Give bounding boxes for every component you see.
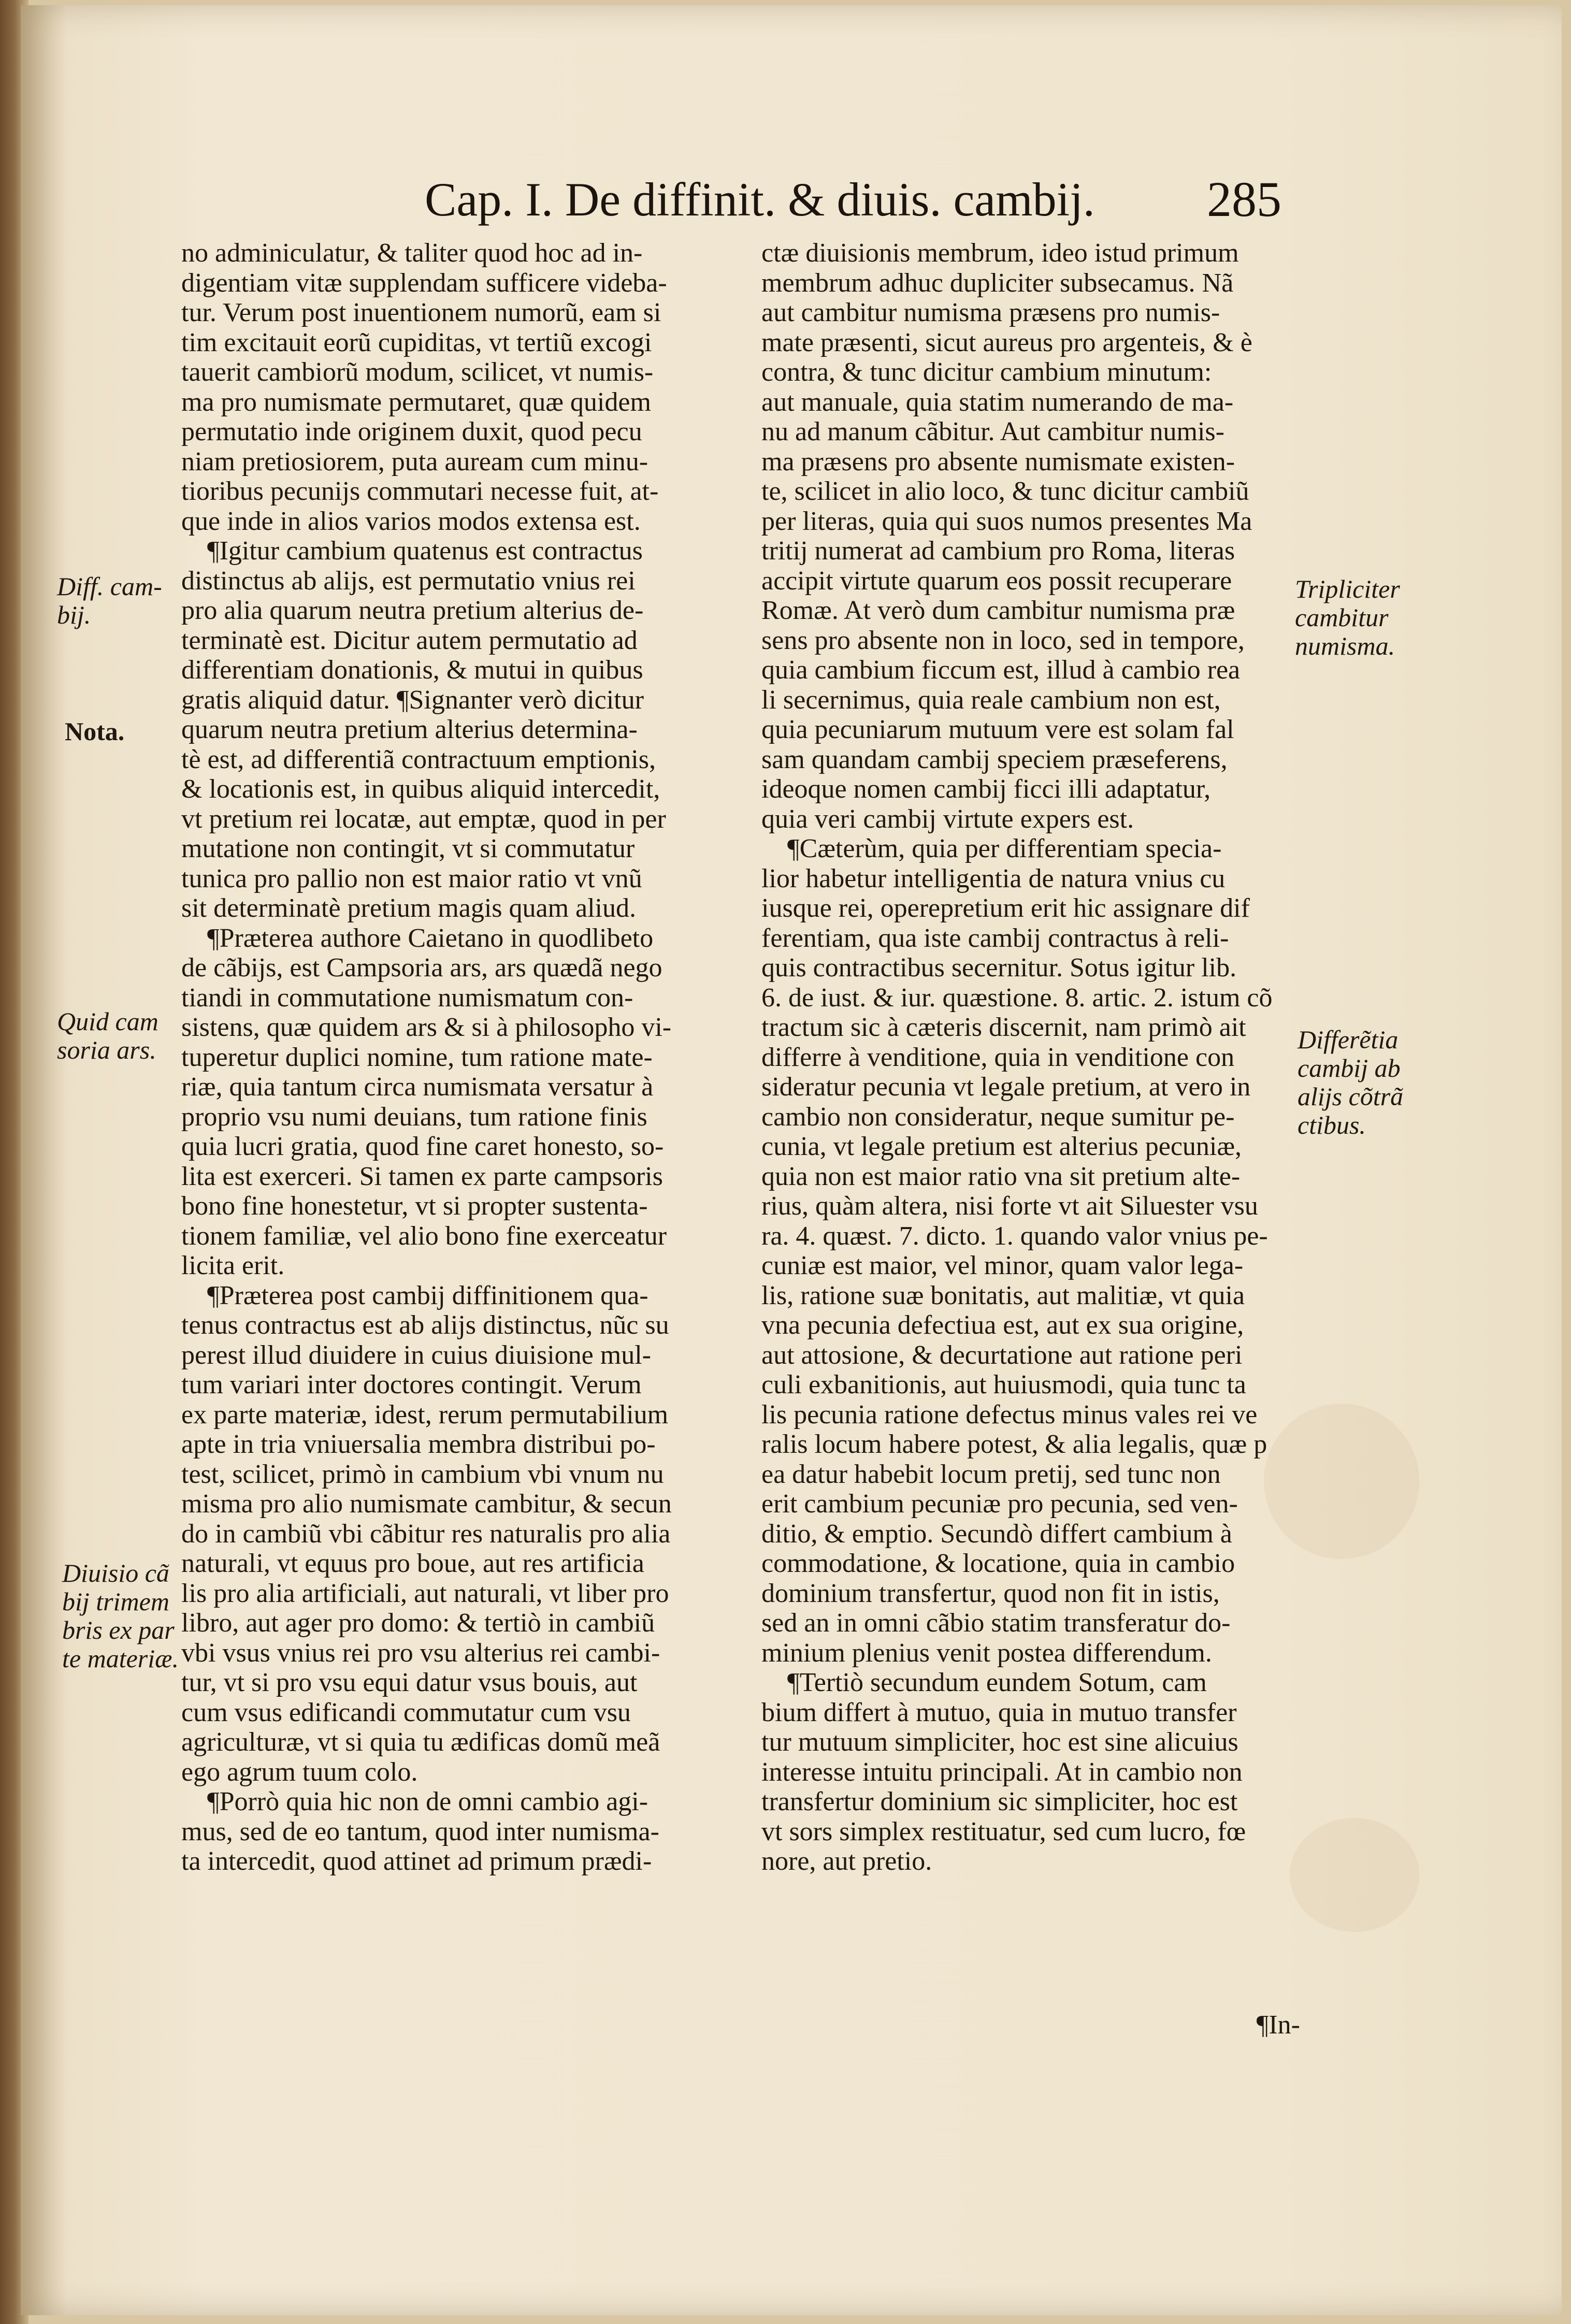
text-line: perest illud diuidere in cuius diuisione mul- <box>181 1340 651 1370</box>
text-line: test, scilicet, primò in cambium vbi vnum nu <box>181 1459 664 1489</box>
text-line: cum vsus edificandi commutatur cum vsu <box>181 1697 631 1727</box>
text-line: tioribus pecunijs commutari necesse fuit, at- <box>181 477 659 506</box>
text-line: ma præsens pro absente numismate existen- <box>761 446 1235 477</box>
text-line: iusque rei, operepretium erit hic assignare dif <box>761 893 1250 923</box>
text-line: riæ, quia tantum circa numismata versatur à <box>181 1072 654 1102</box>
margin-note-nota: Nota. <box>65 717 125 746</box>
text-line: lior habetur intelligentia de natura vnius cu <box>761 863 1226 893</box>
text-line: mus, sed de eo tantum, quod inter numisma- <box>181 1816 659 1846</box>
text-line: tim excitauit eorũ cupiditas, vt tertiũ excogi <box>181 327 652 357</box>
text-line: misma pro alio numismate cambitur, & secun <box>181 1489 672 1519</box>
text-line: quia veri cambij virtute expers est. <box>761 804 1134 834</box>
text-line: 6. de iust. & iur. quæstione. 8. artic. 2. istum cõ <box>761 983 1273 1013</box>
text-line: commodatione, & locatione, quia in cambio <box>761 1549 1235 1578</box>
text-line: cuniæ est maior, vel minor, quam valor lega- <box>761 1251 1244 1280</box>
text-line: licita erit. <box>181 1251 285 1280</box>
text-line: li secernimus, quia reale cambium non est, <box>761 685 1221 715</box>
text-line: vna pecunia defectiua est, aut ex sua origine, <box>761 1310 1244 1340</box>
text-line: ¶Cæterùm, quia per differentiam specia- <box>787 834 1222 863</box>
text-line: minium plenius venit postea differendum. <box>761 1638 1212 1668</box>
text-line: ea datur habebit locum pretij, sed tunc non <box>761 1459 1221 1489</box>
text-line: sideratur pecunia vt legale pretium, at vero in <box>761 1072 1251 1102</box>
text-line: vt sors simplex restituatur, sed cum lucro, fœ <box>761 1816 1246 1846</box>
text-line: permutatio inde originem duxit, quod pecu <box>181 417 642 446</box>
text-line: vbi vsus vnius rei pro vsu alterius rei cambi- <box>181 1638 660 1668</box>
text-line: nu ad manum cãbitur. Aut cambitur numis- <box>761 417 1224 446</box>
text-line: ¶Præterea post cambij diffinitionem qua- <box>207 1280 648 1310</box>
text-line: quia cambium ficcum est, illud à cambio rea <box>761 655 1241 685</box>
text-line: sam quandam cambij speciem præseferens, <box>761 744 1228 774</box>
text-line: accipit virtute quarum eos possit recuperare <box>761 566 1232 596</box>
text-line: digentiam vitæ supplendam sufficere videba- <box>181 268 667 298</box>
text-line: tur mutuum simpliciter, hoc est sine alicuius <box>761 1727 1238 1757</box>
text-line: tur, vt si pro vsu equi datur vsus bouis, aut <box>181 1668 638 1697</box>
text-line: quis contractibus secernitur. Sotus igitur lib. <box>761 953 1237 983</box>
margin-note-tripliciter: Tripliciter cambitur numisma. <box>1295 574 1400 660</box>
text-line: libro, aut ager pro domo: & tertiò in cambiũ <box>181 1608 655 1638</box>
text-line: contra, & tunc dicitur cambium minutum: <box>761 357 1212 387</box>
text-line: tiandi in commutatione numismatum con- <box>181 983 633 1013</box>
text-line: lis, ratione suæ bonitatis, aut malitiæ, vt quia <box>761 1280 1245 1310</box>
text-line: gratis aliquid datur. ¶Signanter verò dicitur <box>181 685 644 715</box>
text-line: cambio non consideratur, neque sumitur pe- <box>761 1102 1235 1132</box>
running-head: Cap. I. De diffinit. & diuis. cambij. <box>425 173 1095 226</box>
text-line: ditio, & emptio. Secundò differt cambium à <box>761 1519 1232 1549</box>
text-line: mate præsenti, sicut aureus pro argenteis, & è <box>761 327 1252 357</box>
text-line: vt pretium rei locatæ, aut emptæ, quod in per <box>181 804 666 834</box>
text-line: differentiam donationis, & mutui in quibus <box>181 655 643 685</box>
text-line: ¶Præterea authore Caietano in quodlibeto <box>207 923 654 953</box>
text-line: distinctus ab alijs, est permutatio vnius rei <box>181 566 636 596</box>
text-line: per literas, quia qui suos numos presentes Ma <box>761 506 1252 536</box>
text-line: lis pro alia artificiali, aut naturali, vt liber pro <box>181 1578 669 1608</box>
text-line: te, scilicet in alio loco, & tunc dicitur cambiũ <box>761 477 1249 506</box>
text-line: cunia, vt legale pretium est alterius pecuniæ, <box>761 1132 1242 1161</box>
text-line: ra. 4. quæst. 7. dicto. 1. quando valor vnius pe- <box>761 1221 1268 1251</box>
text-line: tritij numerat ad cambium pro Roma, literas <box>761 536 1235 566</box>
text-line: tè est, ad differentiã contractuum emptionis, <box>181 744 656 774</box>
text-line: ideoque nomen cambij ficci illi adaptatur, <box>761 774 1211 804</box>
text-line: pro alia quarum neutra pretium alterius de- <box>181 596 644 625</box>
text-line: quia pecuniarum mutuum vere est solam fal <box>761 715 1234 744</box>
text-line: ma pro numismate permutaret, quæ quidem <box>181 387 651 417</box>
text-line: ¶Igitur cambium quatenus est contractus <box>207 536 643 566</box>
text-line: proprio vsu numi deuians, tum ratione finis <box>181 1102 647 1132</box>
text-line: ego agrum tuum colo. <box>181 1757 418 1787</box>
text-line: sit determinatè pretium magis quam aliud. <box>181 893 637 923</box>
text-line: tauerit cambiorũ modum, scilicet, vt numis- <box>181 357 654 387</box>
text-line: quia non est maior ratio vna sit pretium alte- <box>761 1161 1241 1191</box>
text-line: bium differt à mutuo, quia in mutuo transfer <box>761 1697 1237 1727</box>
text-line: & locationis est, in quibus aliquid intercedit, <box>181 774 660 804</box>
margin-note-diuisio: Diuisio cã bij trimem bris ex par te materiæ. <box>62 1558 179 1673</box>
text-line: do in cambiũ vbi cãbitur res naturalis pro alia <box>181 1519 671 1549</box>
text-line: aut manuale, quia statim numerando de ma- <box>761 387 1234 417</box>
right-text-column <box>761 238 1300 1876</box>
left-text-column <box>181 238 720 1876</box>
margin-note-quid-campsoria: Quid cam soria ars. <box>57 1007 158 1064</box>
text-line: bono fine honestetur, vt si propter sustenta- <box>181 1191 648 1221</box>
text-line: aut cambitur numisma præsens pro numis- <box>761 298 1220 327</box>
text-line: tuperetur duplici nomine, tum ratione mate- <box>181 1042 653 1072</box>
text-line: tenus contractus est ab alijs distinctus, nũc su <box>181 1310 669 1340</box>
text-line: ex parte materiæ, idest, rerum permutabilium <box>181 1399 669 1430</box>
text-line: differre à venditione, quia in venditione con <box>761 1042 1235 1072</box>
text-line: transfertur dominium sic simpliciter, hoc est <box>761 1787 1238 1816</box>
text-line: ralis locum habere potest, & alia legalis, quæ p <box>761 1430 1267 1459</box>
text-line: culi exbanitionis, aut huiusmodi, quia tunc ta <box>761 1370 1246 1399</box>
text-line: mutatione non contingit, vt si commutatur <box>181 834 635 863</box>
text-line: naturali, vt equus pro boue, aut res artificia <box>181 1549 644 1578</box>
text-line: interesse intuitu principali. At in cambio non <box>761 1757 1243 1787</box>
text-line: que inde in alios varios modos extensa est. <box>181 506 641 536</box>
text-line: ¶Tertiò secundum eundem Sotum, cam <box>787 1668 1207 1697</box>
text-line: lis pecunia ratione defectus minus vales rei ve <box>761 1399 1258 1430</box>
page-number: 285 <box>1207 171 1281 227</box>
text-line: sed an in omni cãbio statim transferatur do- <box>761 1608 1231 1638</box>
text-line: nore, aut pretio. <box>761 1846 932 1876</box>
text-line: no adminiculatur, & taliter quod hoc ad in- <box>181 238 643 268</box>
text-line: terminatè est. Dicitur autem permutatio ad <box>181 625 638 655</box>
text-line: erit cambium pecuniæ pro pecunia, sed ven- <box>761 1489 1238 1519</box>
text-line: tum variari inter doctores contingit. Verum <box>181 1370 642 1399</box>
text-line: tionem familiæ, vel alio bono fine exerceatur <box>181 1221 667 1251</box>
text-line: niam pretiosiorem, puta auream cum minu- <box>181 446 648 477</box>
text-line: tractum sic à cæteris discernit, nam primò ait <box>761 1013 1246 1042</box>
text-line: sistens, quæ quidem ars & si à philosopho vi- <box>181 1013 672 1042</box>
text-line: de cãbijs, est Campsoria ars, ars quædã nego <box>181 953 662 983</box>
text-line: quarum neutra pretium alterius determina- <box>181 715 638 744</box>
paper-stain <box>1290 1818 1419 1932</box>
text-line: ¶Porrò quia hic non de omni cambio agi- <box>207 1787 648 1816</box>
text-line: sens pro absente non in loco, sed in tempore, <box>761 625 1245 655</box>
text-line: lita est exerceri. Si tamen ex parte campsoris <box>181 1161 663 1191</box>
text-line: rius, quàm altera, nisi forte vt ait Siluester vsu <box>761 1191 1258 1221</box>
catchword: ¶In- <box>1256 2010 1300 2040</box>
text-line: tunica pro pallio non est maior ratio vt vnũ <box>181 863 642 893</box>
text-line: agriculturæ, vt si quia tu ædificas domũ meã <box>181 1727 660 1757</box>
text-line: ta intercedit, quod attinet ad primum prædi- <box>181 1846 652 1876</box>
text-line: quia lucri gratia, quod fine caret honesto, so- <box>181 1132 664 1161</box>
text-line: aut attosione, & decurtatione aut ratione peri <box>761 1340 1243 1370</box>
text-line: membrum adhuc dupliciter subsecamus. Nã <box>761 268 1234 298</box>
text-line: ctæ diuisionis membrum, ideo istud primum <box>761 238 1239 268</box>
text-line: ferentiam, qua iste cambij contractus à reli- <box>761 923 1229 953</box>
margin-note-diff-cambij: Diff. cam- bij. <box>57 572 162 629</box>
text-line: Romæ. At verò dum cambitur numisma præ <box>761 596 1235 625</box>
margin-note-differentia: Differẽtia cambij ab alijs cõtrã ctibus. <box>1298 1025 1404 1139</box>
text-line: dominium transfertur, quod non fit in istis, <box>761 1578 1220 1608</box>
text-line: apte in tria vniuersalia membra distribui po- <box>181 1430 656 1459</box>
text-line: tur. Verum post inuentionem numorũ, eam si <box>181 298 661 327</box>
